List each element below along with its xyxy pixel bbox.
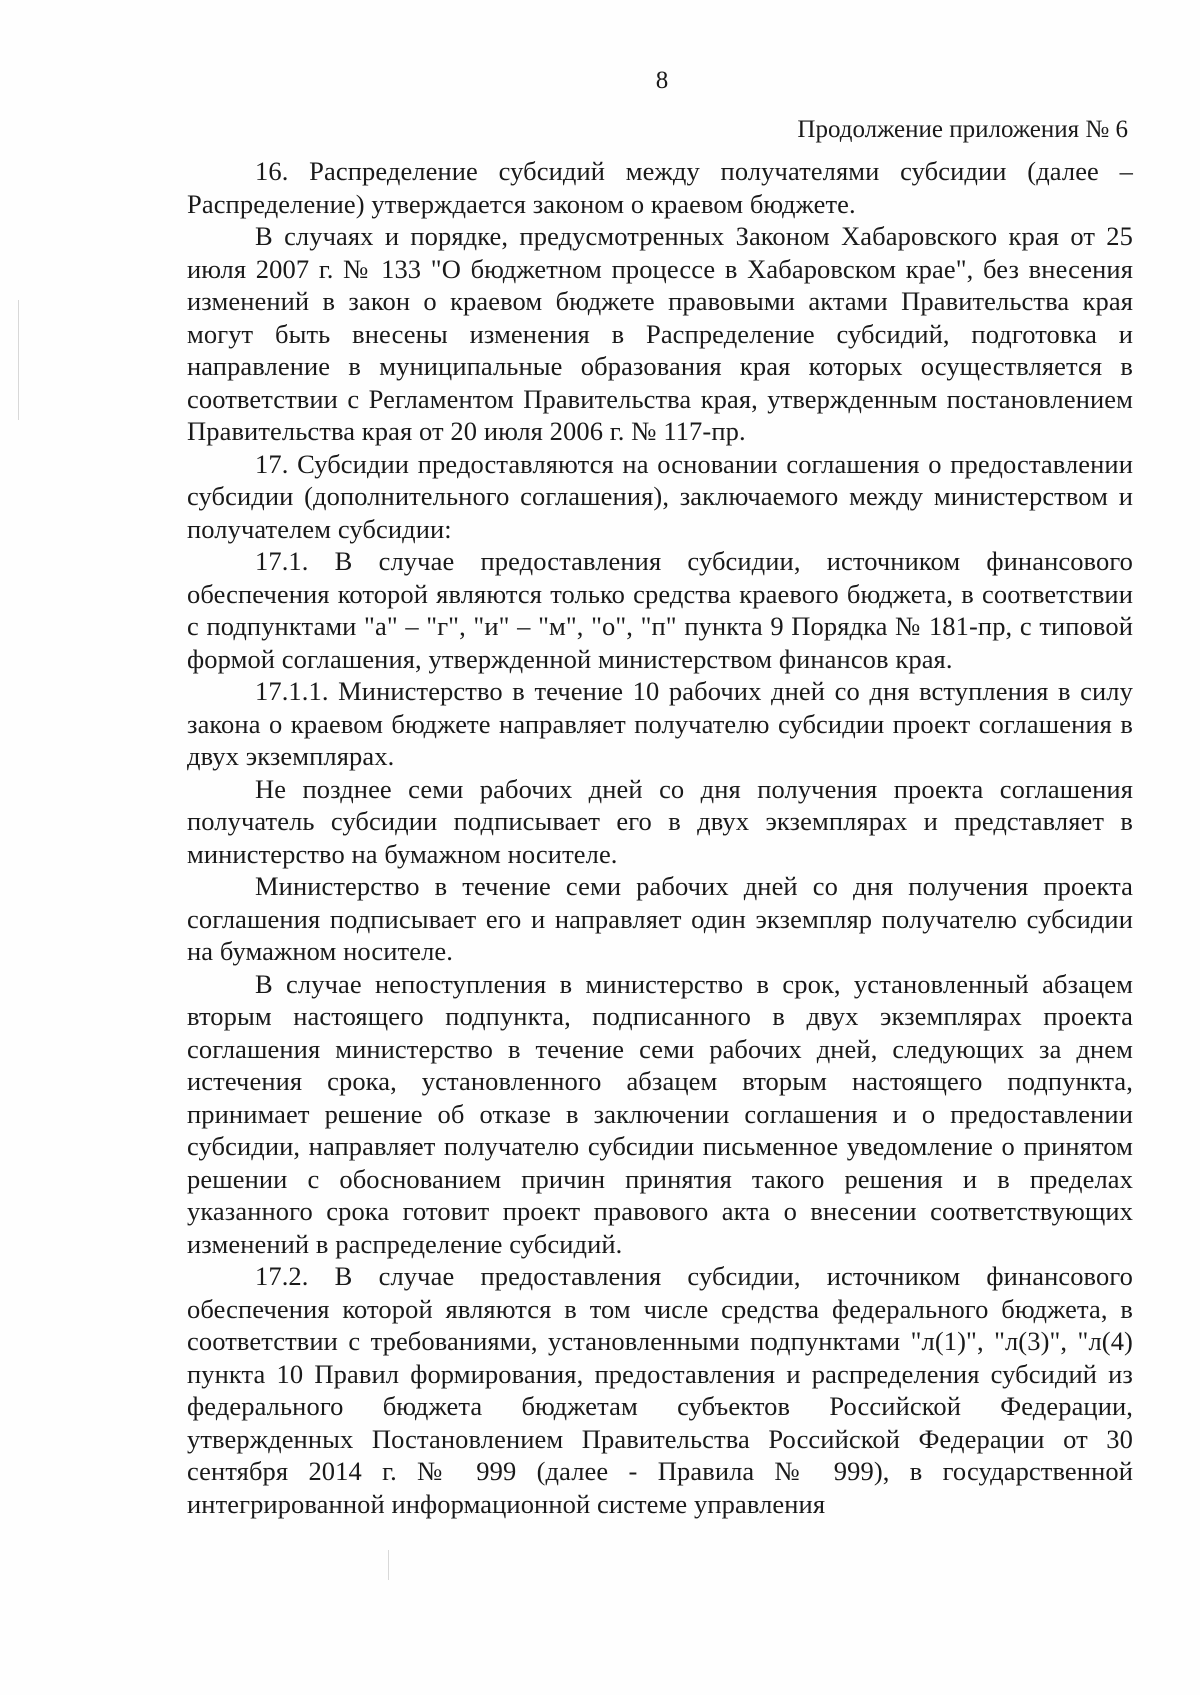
paragraph-17-1: 17.1. В случае предоставления субсидии, источником финансового обеспечения которой являются только средства краевого бюджета, в соответствии с подпунктами "а" – "г", "и" – "м", "о", "п" пункта 9 Порядка № 181-пр, с типовой формой соглашения, утвержденной министерством финансов края.	[187, 546, 1133, 674]
paragraph-16: 16. Распределение субсидий между получателями субсидии (далее – Распределение) утверждается законом о краевом бюджете.	[187, 156, 1133, 219]
paragraph-17: 17. Субсидии предоставляются на основании соглашения о предоставлении субсидии (дополнительного соглашения), заключаемого между министерством и получателем субсидии:	[187, 448, 1133, 544]
paragraph-ministry-signing: Министерство в течение семи рабочих дней со дня получения проекта соглашения подписывает его и направляет один экземпляр получателю субсидии на бумажном носителе.	[187, 871, 1133, 966]
paragraph-signing-deadline: Не позднее семи рабочих дней со дня получения проекта соглашения получатель субсидии подписывает его в двух экземплярах и представляет в министерство на бумажном носителе.	[187, 773, 1133, 869]
scan-edge-mark	[388, 1550, 389, 1580]
paragraph-16-amendments: В случаях и порядке, предусмотренных Законом Хабаровского края от 25 июля 2007 г. № 133 "О бюджетном процессе в Хабаровском крае", без внесения изменений в закон о краевом бюджете правовыми актами Правительства края могут быть внесены изменения в Распределение субсидий, подготовка и направление в муниципальные образования края которых осуществляется в соответствии с Регламентом Правительства края, утвержденным постановлением Правительства края от 20 июля 2006 г. № 117-пр.	[187, 221, 1133, 446]
page-number: 8	[655, 67, 669, 94]
scan-edge-mark	[18, 300, 19, 420]
paragraph-17-2: 17.2. В случае предоставления субсидии, источником финансового обеспечения которой являются в том числе средства федерального бюджета, в соответствии с требованиями, установленными подпунктами "л(1)", "л(3)", "л(4) пункта 10 Правил формирования, предоставления и распределения субсидий из федерального бюджета бюджетам субъектов Российской Федерации, утвержденных Постановлением Правительства Российской Федерации от 30 сентября 2014 г. № 999 (далее - Правила № 999), в государственной интегрированной информационной системе управления	[187, 1261, 1133, 1519]
appendix-continuation-label: Продолжение приложения № 6	[797, 116, 1128, 143]
paragraph-refusal: В случае непоступления в министерство в срок, установленный абзацем вторым настоящего подпункта, подписанного в двух экземплярах проекта соглашения министерство в течение семи рабочих дней, следующих за днем истечения срока, установленного абзацем вторым настоящего подпункта, принимает решение об отказе в заключении соглашения и о предоставлении субсидии, направляет получателю субсидии письменное уведомление о принятом решении с обоснованием причин принятия такого решения и в пределах указанного срока готовит проект правового акта о внесении соответствующих изменений в распределение субсидий.	[187, 968, 1133, 1259]
document-body	[187, 155, 1133, 1520]
paragraph-17-1-1: 17.1.1. Министерство в течение 10 рабочих дней со дня вступления в силу закона о краевом бюджете направляет получателю субсидии проект соглашения в двух экземплярах.	[187, 676, 1133, 771]
